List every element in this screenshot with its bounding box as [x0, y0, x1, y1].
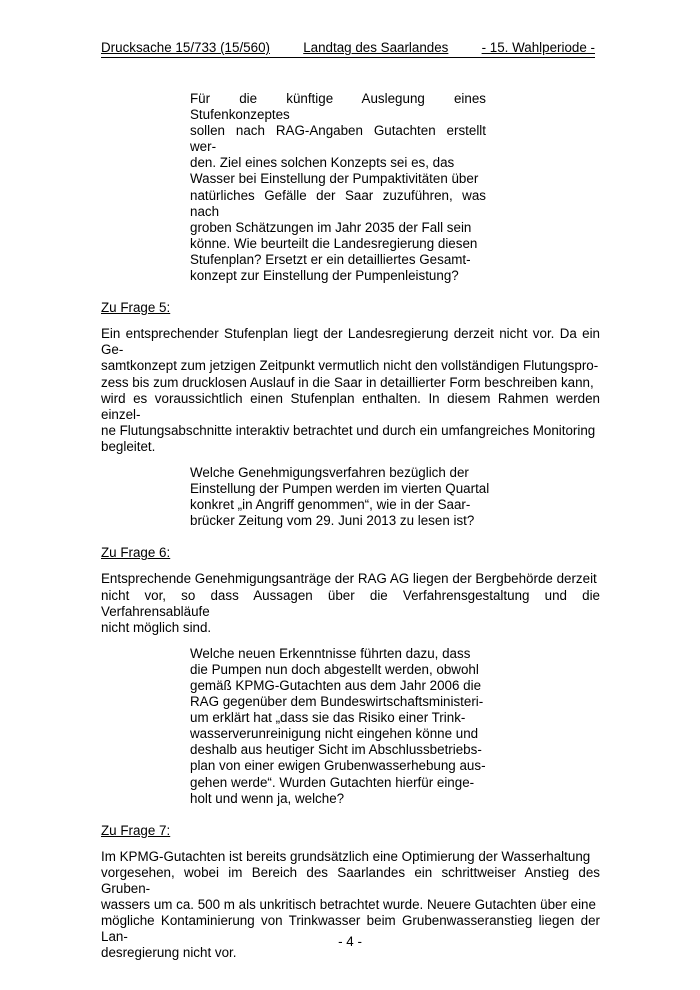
answer-7-text: Im KPMG-Gutachten ist bereits grundsätzlich eine Optimierung der Wasserhaltung vorgesehen, wobei im Bereich des Saarlandes ein schrittweiser Anstieg des Gruben- wassers um ca. 500 m als unkritisch betrachtet wurde. Neuere Gutachten über eine mögliche Kontaminierung von Trinkwasser beim Grubenwasseranstieg liegen der Lan- desregierung nicht vor.: [101, 848, 600, 961]
page-header: [101, 40, 595, 58]
question-7-text: Welche neuen Erkenntnisse führten dazu, dass die Pumpen nun doch abgestellt werden, obwohl gemäß KPMG-Gutachten aus dem Jahr 2006 die RAG gegenüber dem Bundeswirtschaftsministeri- um erklärt hat „dass sie das Risiko einer Trink- wasserverunreinigung nicht eingehen könne und deshalb aus heutiger Sicht im Abschlussbetriebs- plan von einer ewigen Grubenwasserhebung aus- gehen werde“. Wurden Gutachten hierfür einge- holt und wenn ja, welche?: [190, 645, 486, 806]
document-body: [101, 91, 600, 962]
document-number: Drucksache 15/733 (15/560): [101, 40, 270, 55]
heading-answer-5: Zu Frage 5:: [101, 300, 171, 316]
page-number: - 4 -: [338, 934, 362, 949]
heading-answer-7: Zu Frage 7:: [101, 822, 171, 838]
answer-5-text: Ein entsprechender Stufenplan liegt der Landesregierung derzeit nicht vor. Da ein Ge- samtkonzept zum jetzigen Zeitpunkt vermutlich nicht den vollständigen Flutungspro- zess bis zum drucklosen Auslauf in die Saar in detaillierter Form beschreiben kann, wird es voraussichtlich einen Stufenplan enthalten. In diesem Rahmen werden einzel- ne Flutungsabschnitte interaktiv betrachtet und durch ein umfangreiches Monitoring begleitet.: [101, 326, 600, 454]
parliament-name: Landtag des Saarlandes: [303, 40, 449, 55]
answer-6-text: Entsprechende Genehmigungsanträge der RAG AG liegen der Bergbehörde derzeit nicht vor, so dass Aussagen über die Verfahrensgestaltung und die Verfahrensabläufe nicht möglich sind.: [101, 571, 600, 635]
question-6-text: Welche Genehmigungsverfahren bezüglich der Einstellung der Pumpen werden im vierten Quartal konkret „in Angriff genommen“, wie in der Saar- brücker Zeitung vom 29. Juni 2013 zu lesen ist?: [190, 464, 490, 529]
heading-answer-6: Zu Frage 6:: [101, 545, 171, 561]
legislative-period: - 15. Wahlperiode -: [481, 40, 595, 55]
question-5-text: Für die künftige Auslegung eines Stufenkonzeptes sollen nach RAG-Angaben Gutachten erstellt wer- den. Ziel eines solchen Konzepts sei es, das Wasser bei Einstellung der Pumpaktivitäten über natürliches Gefälle der Saar zuzuführen, was nach groben Schätzungen im Jahr 2035 der Fall sein könne. Wie beurteilt die Landesregierung diesen Stufenplan? Ersetzt er ein detailliertes Gesamt- konzept zur Einstellung der Pumpenleistung?: [190, 91, 486, 284]
